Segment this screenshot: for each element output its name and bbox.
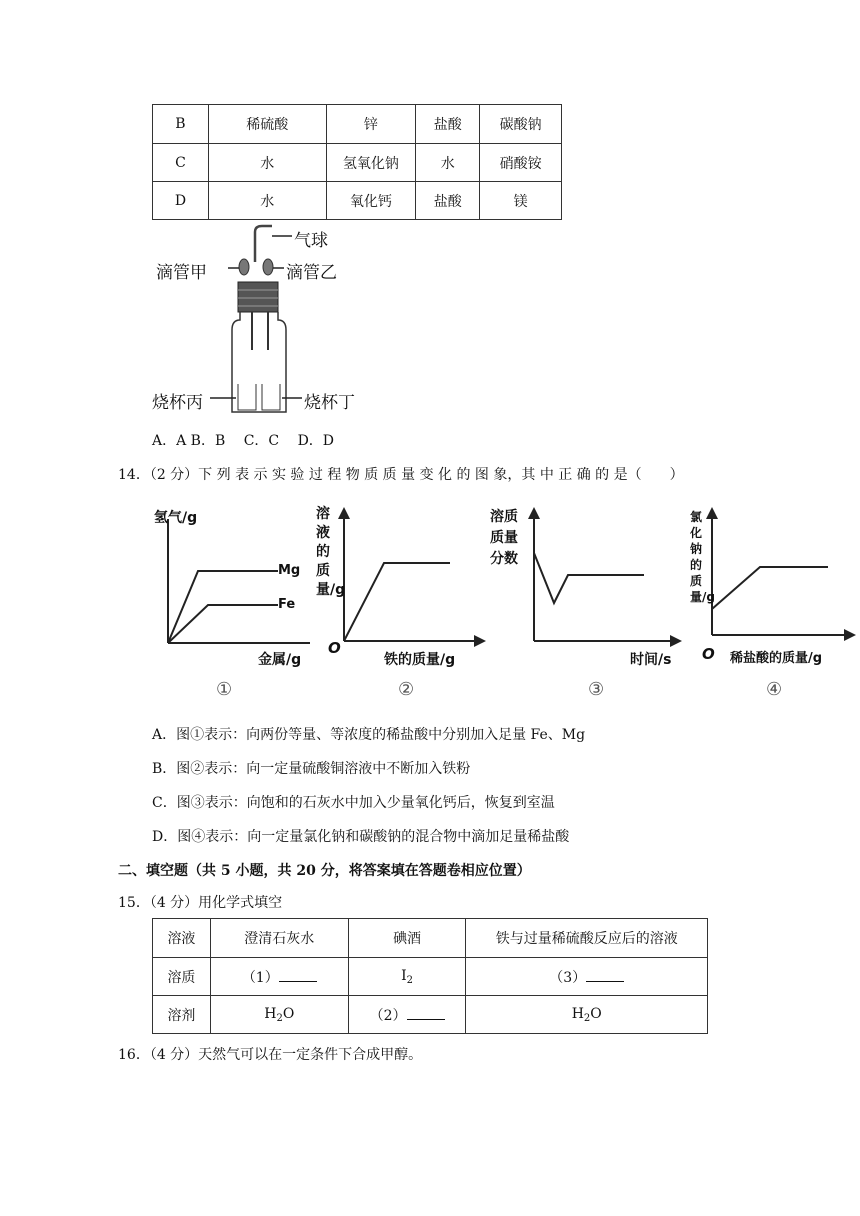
graph-1-series-fe: Fe <box>278 597 296 612</box>
q14-option-b: B．图②表示：向一定量硫酸铜溶液中不断加入铁粉 <box>152 761 471 777</box>
dropper-b-label: 滴管乙 <box>286 263 337 283</box>
graph-1-series-mg: Mg <box>278 563 301 578</box>
cell: 盐酸 <box>416 182 480 220</box>
graph-2-origin: O <box>328 639 341 657</box>
graph-4-origin: O <box>702 645 715 663</box>
graph-2 <box>316 505 492 705</box>
graph-2-number: ② <box>398 679 415 700</box>
graph-4 <box>690 505 860 705</box>
section-2-heading: 二、填空题（共 5 小题，共 20 分，将答案填在答题卷相应位置） <box>118 863 531 879</box>
formula: O <box>282 1005 295 1022</box>
formula-sub: 2 <box>583 1012 591 1024</box>
graph-3-ylabel: 溶质质量分数 <box>490 509 518 567</box>
row-label: 溶质 <box>153 958 211 996</box>
q14-stem: 14．（2 分）下 列 表 示 实 验 过 程 物 质 质 量 变 化 的 图 象，其 中 正 确 的 是（ ） <box>118 467 684 483</box>
graph-3-xlabel: 时间/s <box>630 652 672 668</box>
cell: 氢氧化钠 <box>326 144 416 182</box>
cell: 镁 <box>480 182 562 220</box>
header-cell: 溶液 <box>153 919 211 958</box>
cell: 硝酸铵 <box>480 144 562 182</box>
blank-number: （2） <box>369 1007 407 1024</box>
cell: 稀硫酸 <box>208 105 326 144</box>
cell <box>348 958 466 996</box>
blank-number: （1） <box>241 969 279 986</box>
answer-blank[interactable] <box>407 1007 445 1020</box>
graph-4-xlabel: 稀盐酸的质量/g <box>730 651 823 666</box>
beaker-c-label: 烧杯丙 <box>152 393 203 413</box>
formula: H <box>264 1005 277 1022</box>
formula: H <box>571 1005 584 1022</box>
q13-options: A．A B．B C．C D．D <box>152 433 335 449</box>
formula-sub: 2 <box>406 974 414 986</box>
header-cell: 碘酒 <box>348 919 466 958</box>
cell: 锌 <box>326 105 416 144</box>
dropper-a-label: 滴管甲 <box>156 263 207 283</box>
header-cell: 澄清石灰水 <box>210 919 348 958</box>
graph-1-number: ① <box>216 679 233 700</box>
q16-stem: 16．（4 分）天然气可以在一定条件下合成甲醇。 <box>118 1047 423 1063</box>
cell: 碳酸钠 <box>480 105 562 144</box>
formula: I <box>401 967 407 984</box>
graph-2-xlabel: 铁的质量/g <box>384 652 456 668</box>
graph-4-plot <box>690 505 860 665</box>
apparatus-figure <box>150 222 370 418</box>
beaker-d-label: 烧杯丁 <box>304 393 355 413</box>
row-label: 溶剂 <box>153 996 211 1034</box>
q14-option-d: D．图④表示：向一定量氯化钠和碳酸钠的混合物中滴加足量稀盐酸 <box>152 829 570 845</box>
graph-3-number: ③ <box>588 679 605 700</box>
graph-1-xlabel: 金属/g <box>258 652 302 668</box>
graph-2-plot <box>322 505 492 665</box>
graph-1-ylabel: 氢气/g <box>154 510 198 526</box>
answer-blank[interactable] <box>586 969 624 982</box>
graph-1-plot <box>150 505 320 665</box>
cell: 水 <box>208 144 326 182</box>
q15-table <box>152 918 708 1034</box>
header-cell: 铁与过量稀硫酸反应后的溶液 <box>466 919 708 958</box>
cell <box>210 996 348 1034</box>
graph-4-number: ④ <box>766 679 783 700</box>
blank-cell-3 <box>466 958 708 996</box>
cell: 盐酸 <box>416 105 480 144</box>
q15-stem: 15．（4 分）用化学式填空 <box>118 895 283 911</box>
formula-sub: 2 <box>276 1012 283 1024</box>
cell: 水 <box>208 182 326 220</box>
graph-2-ylabel: 溶液的质量/g <box>316 506 346 598</box>
graph-4-ylabel: 氯化钠的质量/g <box>690 510 715 604</box>
q14-option-a: A．图①表示：向两份等量、等浓度的稀盐酸中分别加入足量 Fe、Mg <box>152 727 586 743</box>
graph-1 <box>150 505 320 705</box>
cell: 水 <box>416 144 480 182</box>
graph-3 <box>490 505 690 705</box>
cell: D <box>153 182 209 220</box>
cell: B <box>153 105 209 144</box>
q14-option-c: C．图③表示：向饱和的石灰水中加入少量氧化钙后，恢复到室温 <box>152 795 555 811</box>
cell: 氧化钙 <box>326 182 416 220</box>
cell: C <box>153 144 209 182</box>
reagent-table <box>152 104 562 220</box>
balloon-label: 气球 <box>294 231 328 251</box>
cell <box>466 996 708 1034</box>
blank-cell-2 <box>348 996 466 1034</box>
blank-cell-1 <box>210 958 348 996</box>
formula: O <box>590 1005 602 1022</box>
blank-number: （3） <box>549 969 587 986</box>
answer-blank[interactable] <box>279 969 317 982</box>
